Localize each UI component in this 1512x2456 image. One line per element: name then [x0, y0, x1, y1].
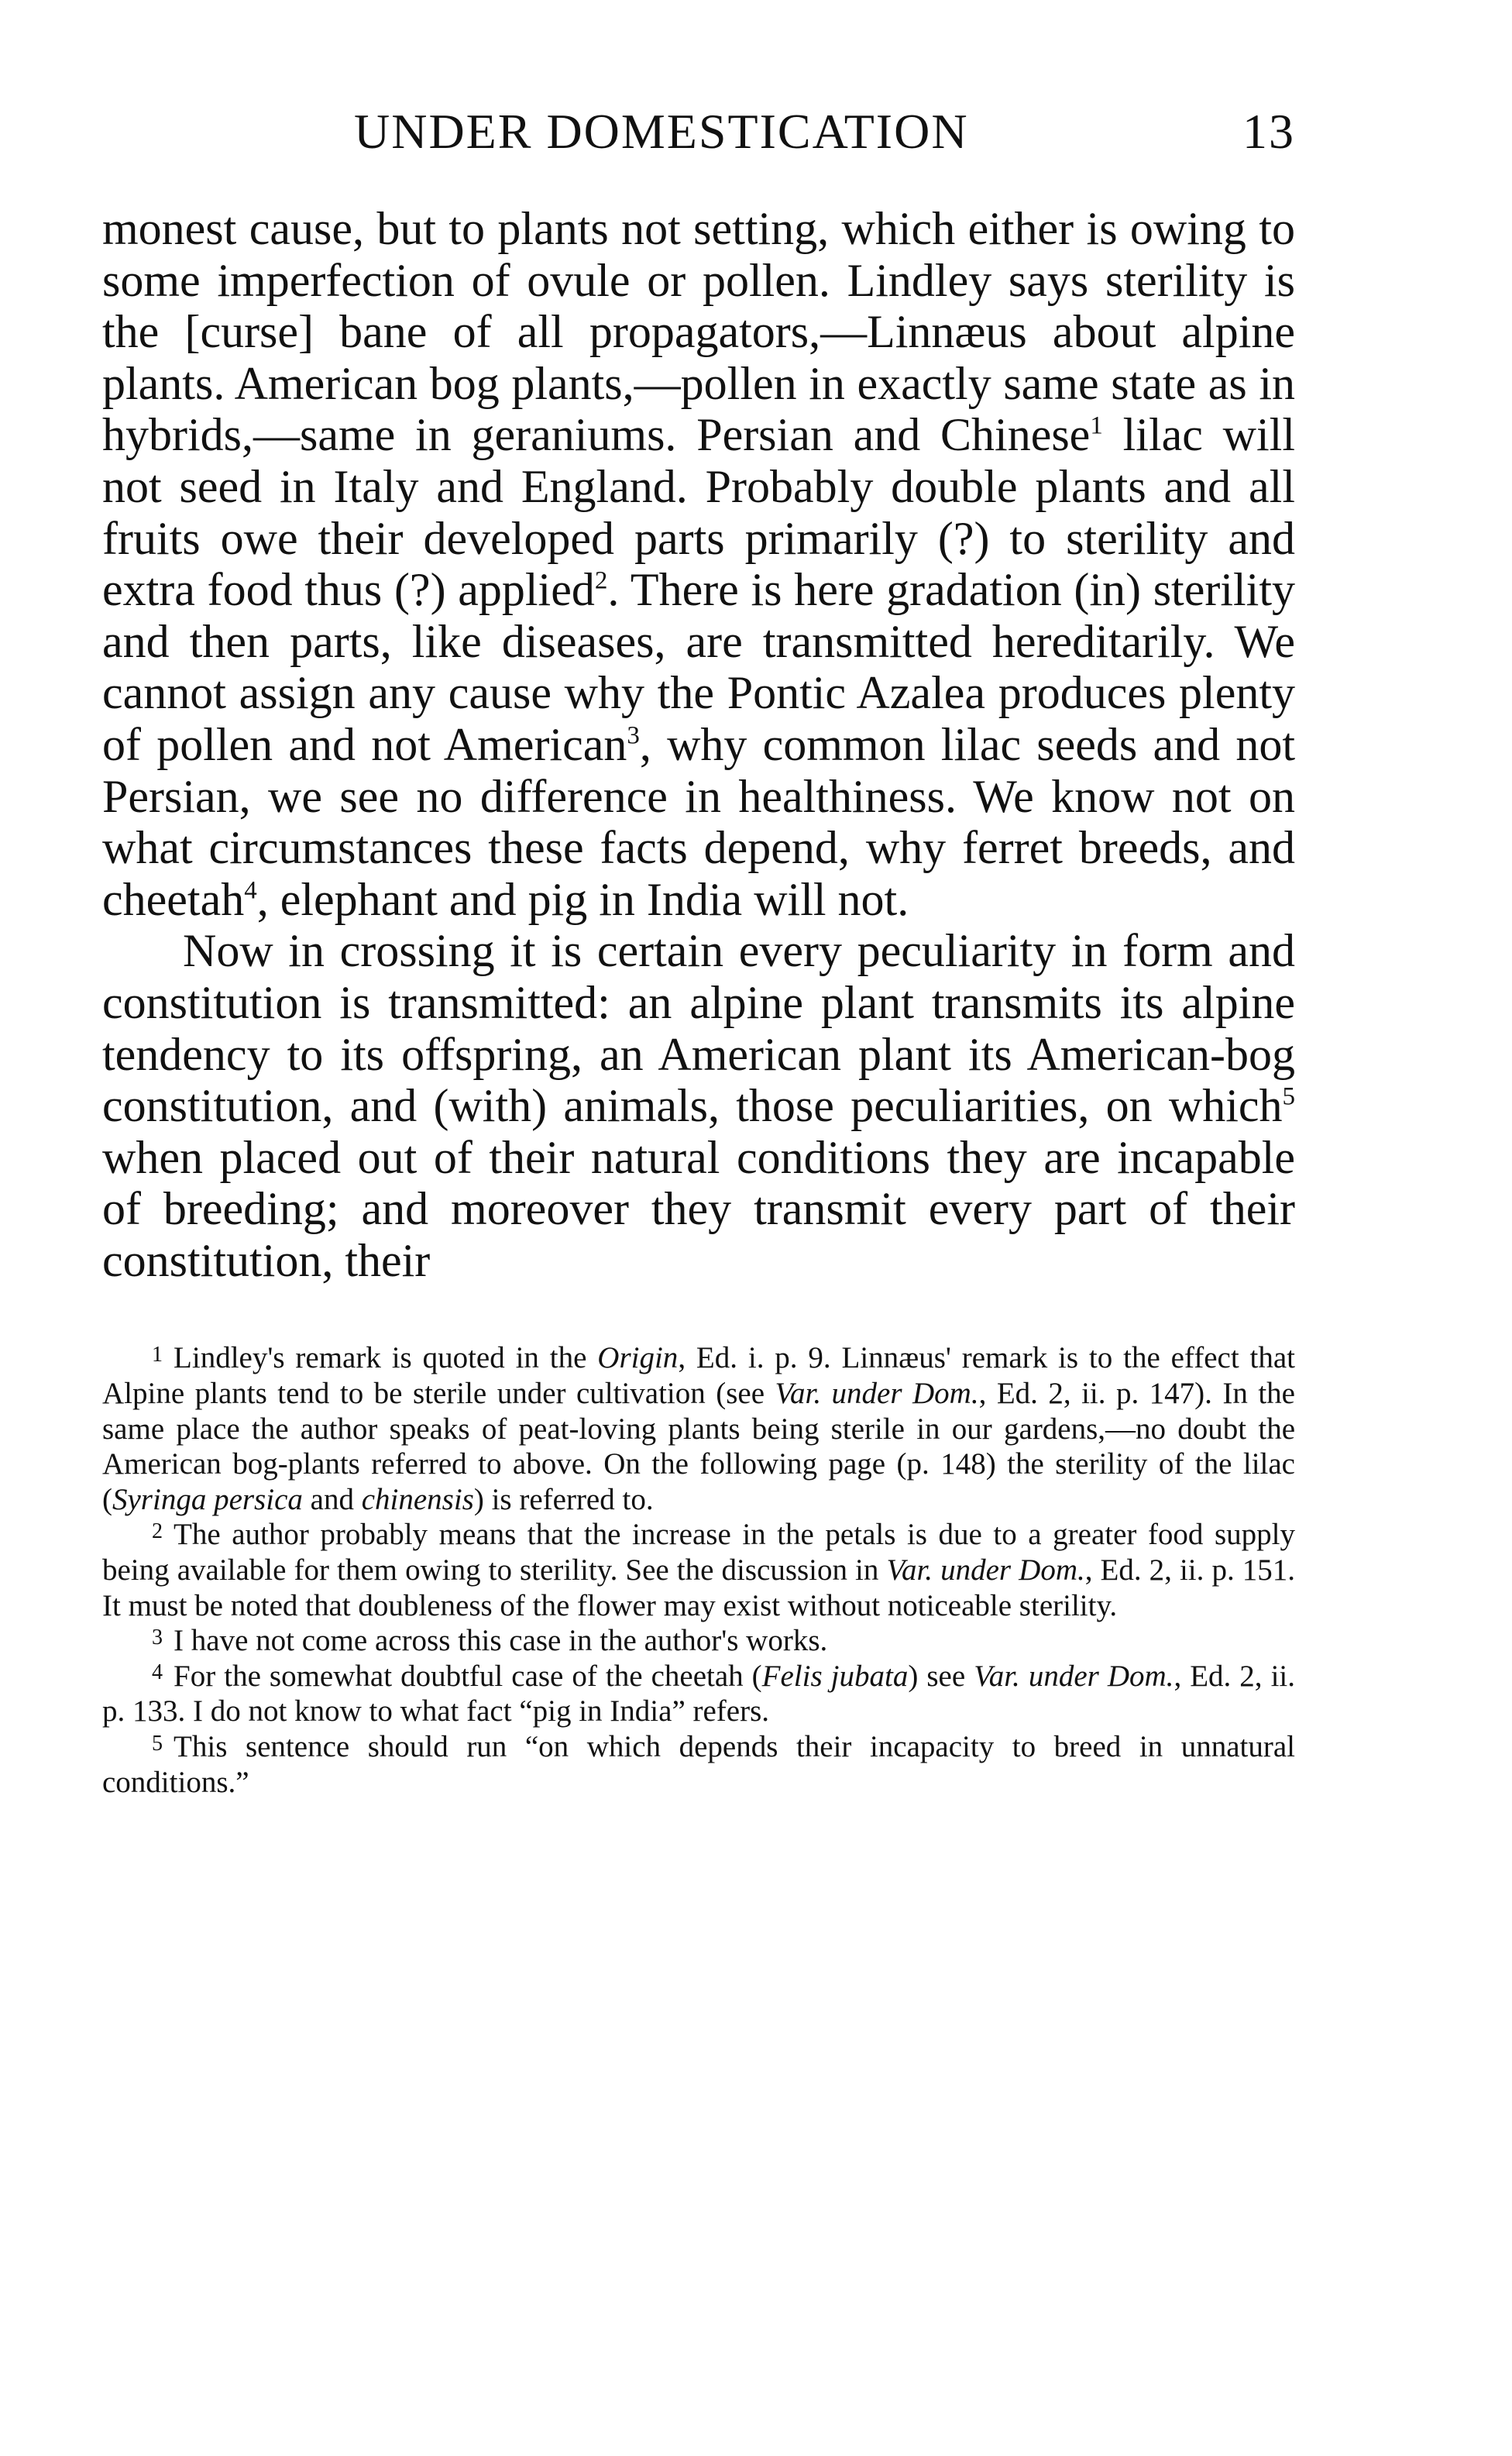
- footnote-text: The author probably means that the increase in the petals is due to a greater food supply being available for them owing to sterility. See the discussion in: [102, 1518, 1295, 1587]
- footnote-italic: Var. under Dom.: [974, 1659, 1174, 1693]
- footnote-italic: Origin: [597, 1341, 679, 1375]
- footnote-marker: 2: [152, 1519, 163, 1544]
- footnote-italic: Var. under Dom.: [886, 1553, 1085, 1587]
- footnote-text: ) is referred to.: [473, 1482, 654, 1516]
- running-title: UNDER DOMESTICATION: [354, 104, 969, 159]
- footnote-marker: 1: [152, 1343, 163, 1367]
- paragraph-2: [102, 925, 1295, 1286]
- footnote-3: [102, 1623, 1295, 1659]
- footnote-italic: Syringa persica: [112, 1482, 303, 1516]
- footnote-ref-2: 2: [594, 566, 608, 595]
- text-run: , why common lilac seeds and not Persian, we see no difference in healthiness. We know not on what circumstances these facts depend, why ferret breeds, and cheetah: [102, 718, 1295, 925]
- footnote-ref-1: 1: [1090, 411, 1103, 440]
- footnote-text: This sentence should run “on which depends their incapacity to breed in unnatural conditions.”: [102, 1730, 1295, 1799]
- page-number: 13: [1242, 104, 1295, 159]
- footnote-ref-3: 3: [627, 721, 640, 750]
- footnote-italic: Felis jubata: [761, 1659, 909, 1693]
- text-run: . There is here gradation (in) sterility and then parts, like diseases, are transmitted hereditarily. We cannot assign any cause why the Pontic Azalea produces plenty of pollen and not American: [102, 564, 1295, 770]
- paragraph-1: [102, 203, 1295, 925]
- book-page: [102, 101, 1295, 1800]
- footnote-2: [102, 1517, 1295, 1623]
- footnote-marker: 5: [152, 1731, 163, 1756]
- footnote-text: , Ed. 2, ii. p. 151. It must be noted that doubleness of the flower may exist without noticeable sterility.: [102, 1553, 1295, 1622]
- footnote-ref-4: 4: [244, 876, 257, 905]
- text-run: monest cause, but to plants not setting, which either is owing to some imperfection of ovule or pollen. Lindley says sterility is the [curse] bane of all propagators,—Linnæus about alpine plants. American bog plants,—pollen in exactly same state as in hybrids,—same in geraniums. Persian and Chinese: [102, 203, 1295, 461]
- footnote-text: , Ed. 2, ii. p. 147). In the same place the author speaks of peat-loving plants being sterile in our gardens,—no doubt the American bog-plants referred to above. On the following page (p. 148) the sterility of the lilac (: [102, 1377, 1295, 1516]
- text-run: when placed out of their natural conditions they are incapable of breeding; and moreover they transmit every part of their constitution, their: [102, 1131, 1295, 1286]
- footnotes: [102, 1340, 1295, 1800]
- footnote-marker: 3: [152, 1625, 163, 1649]
- footnote-marker: 4: [152, 1660, 163, 1685]
- footnote-italic: Var. under Dom.: [775, 1377, 979, 1411]
- footnote-text: , Ed. 2, ii. p. 133. I do not know to what fact “pig in India” refers.: [102, 1659, 1296, 1728]
- text-run: Now in crossing it is certain every peculiarity in form and constitution is transmitted: an alpine plant transmits its alpine tendency to its offspring, an American plant its American-bog constitution, and (with) animals, those peculiarities, on which: [102, 925, 1295, 1132]
- footnote-text: ) see: [908, 1659, 974, 1693]
- footnote-italic: chinensis: [361, 1482, 474, 1516]
- footnote-text: Lindley's remark is quoted in the: [174, 1341, 598, 1375]
- footnote-1: [102, 1340, 1295, 1517]
- main-text: [102, 203, 1295, 1286]
- text-run: lilac will not seed in Italy and England. Probably double plants and all fruits owe their developed parts primarily (?) to sterility and extra food thus (?) applied: [102, 409, 1295, 616]
- footnote-ref-5: 5: [1282, 1082, 1295, 1111]
- text-run: , elephant and pig in India will not.: [256, 873, 909, 925]
- footnote-text: For the somewhat doubtful case of the cheetah (: [174, 1659, 762, 1693]
- footnote-text: I have not come across this case in the author's works.: [174, 1624, 828, 1658]
- page-header: [102, 101, 1295, 163]
- footnote-text: , Ed. i. p. 9. Linnæus' remark is to the effect that Alpine plants tend to be sterile under cultivation (see: [102, 1341, 1295, 1411]
- footnote-5: [102, 1729, 1295, 1800]
- footnote-4: [102, 1659, 1295, 1729]
- footnote-text: and: [302, 1482, 362, 1516]
